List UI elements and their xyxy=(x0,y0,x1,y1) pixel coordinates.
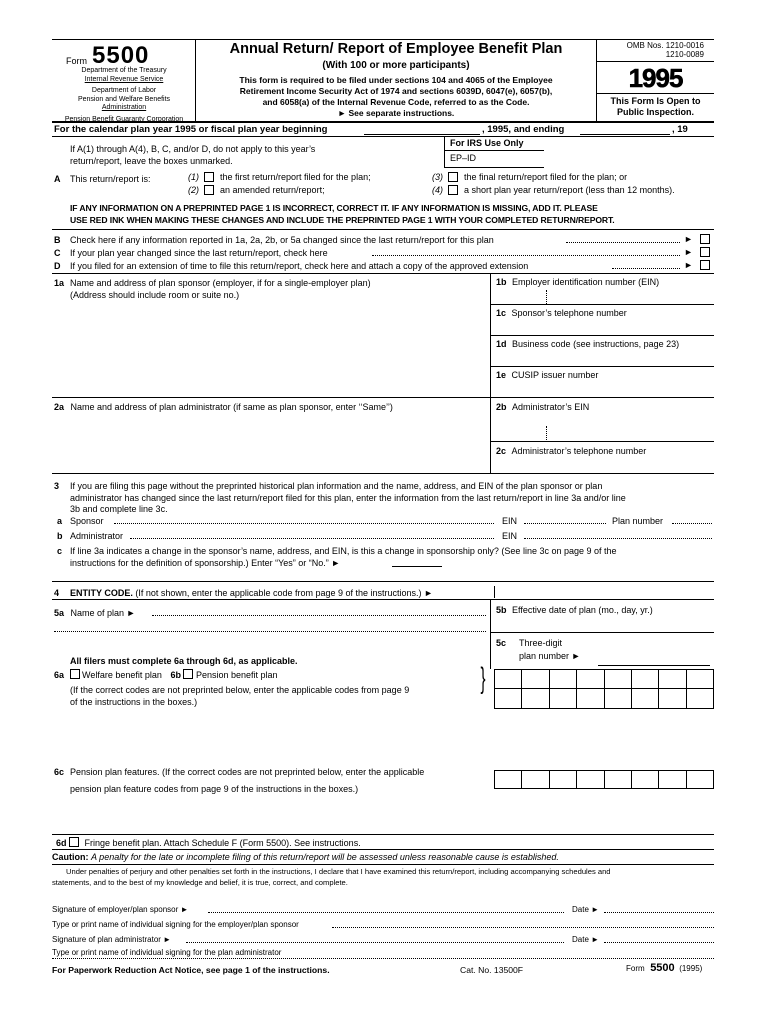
paperwork-notice: For Paperwork Reduction Act Notice, see page 1 of the instructions. xyxy=(52,965,330,975)
welfare-code-grid[interactable] xyxy=(494,669,714,689)
plan-name-field[interactable] xyxy=(152,608,486,616)
line-1a-text: Name and address of plan sponsor (employer, if for a single-employer plan) xyxy=(70,278,371,288)
agency-treasury: Department of the Treasury xyxy=(81,67,167,74)
cusip-field[interactable] xyxy=(494,382,712,396)
line-6d-num: 6d xyxy=(56,838,67,848)
agency-labor: Department of Labor xyxy=(91,87,157,94)
sponsor-date-label: Date ► xyxy=(572,905,600,914)
line-6c-text-1: Pension plan features. (If the correct codes are not preprinted below, enter the applicable xyxy=(70,767,425,777)
line-1e xyxy=(496,370,598,381)
check-c-letter: C xyxy=(54,248,61,258)
line-3b-ein-label: EIN xyxy=(502,531,518,541)
sponsor-phone-field[interactable] xyxy=(494,320,712,334)
agency-irs: Internal Revenue Service xyxy=(84,75,164,83)
line-3a-letter: a xyxy=(57,516,63,526)
sponsor-date-field[interactable] xyxy=(604,905,714,913)
line-5b-num: 5b xyxy=(496,605,507,615)
line-6a-6b xyxy=(54,669,278,681)
welfare-plan-checkbox[interactable] xyxy=(70,669,80,679)
requirement-line-1: This form is required to be filed under sections 104 and 4065 of the Employee xyxy=(239,75,553,86)
plan-number-label: Plan number xyxy=(612,516,664,526)
code-note-1: (If the correct codes are not preprinted below, enter the applicable codes from page 9 xyxy=(70,685,410,695)
amended-return-label: an amended return/report; xyxy=(220,185,325,195)
line-6c-text-2: pension plan feature codes from page 9 of the instructions in the boxes.) xyxy=(70,784,359,794)
line-1d xyxy=(496,339,679,350)
fringe-benefit-label: Fringe benefit plan. Attach Schedule F (Form 5500). See instructions. xyxy=(84,838,361,848)
line-3-text-2: administrator has changed since the last return/report filed for this plan, enter the information from the last return/report in line 3a and/or line xyxy=(70,492,626,503)
line-3a-label: Sponsor xyxy=(70,516,104,526)
sponsor-name-field[interactable] xyxy=(332,920,714,928)
first-return-label: the first return/report filed for the plan; xyxy=(220,172,371,182)
arrow-b: ► xyxy=(684,234,693,244)
short-year-label: a short plan year return/report (less than 12 months). xyxy=(464,185,675,195)
line-1b xyxy=(496,277,659,288)
caution-text: A penalty for the late or incomplete filing of this return/report will be assessed unless reasonable cause is established. xyxy=(91,852,559,862)
section-a-label: This return/report is: xyxy=(70,174,151,184)
sponsor-ein-field[interactable] xyxy=(494,289,712,305)
pension-code-grid[interactable] xyxy=(494,689,714,709)
line-6c-num: 6c xyxy=(54,767,65,777)
admin-signature-label: Signature of plan administrator ► xyxy=(52,935,172,944)
intro-line-1: If A(1) through A(4), B, C, and/or D, do not apply to this year’s xyxy=(70,144,316,154)
info-changed-checkbox[interactable] xyxy=(700,234,710,244)
line-5c xyxy=(496,637,580,663)
line-1e-num: 1e xyxy=(496,370,507,380)
line-1b-num: 1b xyxy=(496,277,507,287)
instructions-note: ► See separate instructions. xyxy=(337,108,455,119)
line-5c-num: 5c xyxy=(496,638,507,648)
notice-line-2: USE RED INK WHEN MAKING THESE CHANGES AND INCLUDE THE PREPRINTED PAGE 1 WITH YOUR COMPLETED RETURN/REPORT. xyxy=(70,215,615,225)
entity-code-field[interactable] xyxy=(494,586,554,598)
arrow-d: ► xyxy=(684,260,693,270)
plan-year-changed-checkbox[interactable] xyxy=(700,247,710,257)
form-subtitle: (With 100 or more participants) xyxy=(322,60,470,72)
pension-features-grid[interactable] xyxy=(494,770,714,789)
line-5c-text-1: Three-digit xyxy=(519,638,563,648)
opt2-num: (2) xyxy=(188,185,199,195)
footer-form-number: 5500 xyxy=(650,962,675,974)
line-1d-text: Business code (see instructions, page 23) xyxy=(512,339,680,349)
line-1c-text: Sponsor’s telephone number xyxy=(511,308,627,318)
line-3-text xyxy=(70,481,714,516)
footer-form-id xyxy=(626,962,702,975)
intro-note xyxy=(70,143,315,167)
admin-name-field[interactable] xyxy=(52,958,714,959)
omb-number-2: 1210-0089 xyxy=(665,50,704,59)
notice-line-1: IF ANY INFORMATION ON A PREPRINTED PAGE 1 IS INCORRECT, CORRECT IT. IF ANY INFORMATION IS MISSING, ADD IT. PLEASE xyxy=(70,203,598,213)
administrator-phone-field[interactable] xyxy=(494,458,712,472)
pension-plan-checkbox[interactable] xyxy=(183,669,193,679)
form-number: 5500 xyxy=(92,42,150,69)
sponsor-signature-field[interactable] xyxy=(208,905,564,913)
calendar-year-label: For the calendar plan year 1995 or fiscal plan year beginning xyxy=(54,124,328,135)
sponsor-name-label: Type or print name of individual signing for the employer/plan sponsor xyxy=(52,920,299,929)
check-b-text: Check here if any information reported in 1a, 2a, 2b, or 5a changed since the last return/report for this plan xyxy=(70,235,494,245)
tax-year-text: 1995 xyxy=(628,63,683,93)
final-return-checkbox[interactable] xyxy=(448,172,458,182)
preprinted-notice xyxy=(70,202,615,226)
line-2a xyxy=(54,402,393,413)
fringe-benefit-checkbox[interactable] xyxy=(69,837,79,847)
caution-label: Caution: xyxy=(52,852,89,862)
final-return-label: the final return/report filed for the plan; or xyxy=(464,172,628,182)
admin-date-label: Date ► xyxy=(572,935,600,944)
arrow-c: ► xyxy=(684,247,693,257)
admin-date-field[interactable] xyxy=(604,935,714,943)
opt1-num: (1) xyxy=(188,172,199,182)
line-2c xyxy=(496,446,646,457)
calendar-ending-label: , 1995, and ending xyxy=(482,124,565,135)
line-1c xyxy=(496,308,627,319)
tax-year xyxy=(597,63,714,94)
line-4-num: 4 xyxy=(54,588,60,598)
line-3c-text-1: If line 3a indicates a change in the sponsor’s name, address, and EIN, is this a change in sponsorship only? (See line 3c on page 9 of the xyxy=(70,546,617,556)
omb-number: OMB Nos. 1210-0016 xyxy=(626,41,704,50)
perjury-line-2: statements, and to the best of my knowledge and belief, it is true, correct, and complete. xyxy=(52,877,348,887)
admin-signature-field[interactable] xyxy=(186,935,564,943)
check-b-letter: B xyxy=(54,235,61,245)
catalog-number: Cat. No. 13500F xyxy=(460,965,524,975)
caution-line xyxy=(52,852,559,863)
all-filers-note: All filers must complete 6a through 6d, as applicable. xyxy=(70,656,298,666)
agency-pbgc: Pension Benefit Guaranty Corporation xyxy=(64,115,184,123)
public-inspection-1: This Form Is Open to xyxy=(610,96,701,106)
entity-code-note: (If not shown, enter the applicable code from page 9 of the instructions.) ► xyxy=(135,588,433,598)
calendar-year-suffix: , 19 xyxy=(672,124,688,135)
requirement-line-2: Retirement Income Security Act of 1974 and sections 6039D, 6047(e), 6057(b), xyxy=(239,86,553,97)
line-3-text-3: 3b and complete line 3c. xyxy=(70,504,168,514)
line-2c-num: 2c xyxy=(496,446,507,456)
line-3b-ein-field[interactable] xyxy=(524,531,712,539)
plan-number-field[interactable] xyxy=(598,650,710,666)
business-code-field[interactable] xyxy=(494,351,712,365)
line-3a-plan-number-field[interactable] xyxy=(672,516,712,524)
line-6b-num: 6b xyxy=(170,670,181,680)
line-5b-text: Effective date of plan (mo., day, yr.) xyxy=(512,605,653,615)
line-4-text xyxy=(70,588,433,599)
effective-date-field[interactable] xyxy=(494,617,712,631)
footer-form-word: Form xyxy=(626,964,645,973)
line-1a-note: (Address should include room or suite no.) xyxy=(70,290,240,300)
line-3-num: 3 xyxy=(54,481,60,491)
check-c-text: If your plan year changed since the last return/report, check here xyxy=(70,248,328,258)
form-word: Form xyxy=(66,56,87,66)
agency-admin: Administration xyxy=(101,104,147,111)
public-inspection-2: Public Inspection. xyxy=(616,107,694,117)
footer-year: (1995) xyxy=(679,964,703,973)
plan-year-begin-field[interactable] xyxy=(364,134,480,135)
first-return-checkbox[interactable] xyxy=(204,172,214,182)
line-2a-num: 2a xyxy=(54,402,65,412)
plan-year-end-field[interactable] xyxy=(580,134,670,135)
line-3c-text-2: instructions for the definition of sponsorship.) Enter “Yes” or “No.” ► xyxy=(70,557,341,568)
short-year-checkbox[interactable] xyxy=(448,185,458,195)
line-3c-letter: c xyxy=(57,546,63,556)
line-5a-num: 5a xyxy=(54,608,65,618)
extension-checkbox[interactable] xyxy=(700,260,710,270)
form-title: Annual Return/ Report of Employee Benefit Plan xyxy=(229,41,563,57)
line-1b-text: Employer identification number (EIN) xyxy=(512,277,660,287)
ep-id-label: EP–ID xyxy=(450,153,477,163)
line-1c-num: 1c xyxy=(496,308,507,318)
line-1a xyxy=(54,277,371,301)
pension-plan-label: Pension benefit plan xyxy=(196,670,278,680)
opt4-num: (4) xyxy=(432,185,443,195)
brace-icon: } xyxy=(480,662,486,695)
requirement-line-3: and 6058(a) of the Internal Revenue Code, referred to as the Code. xyxy=(262,97,530,108)
perjury-statement xyxy=(52,867,714,888)
sponsor-name-address-field[interactable] xyxy=(56,302,486,394)
line-2b-num: 2b xyxy=(496,402,507,412)
irs-use-label: For IRS Use Only xyxy=(450,138,524,148)
line-3b-letter: b xyxy=(57,531,63,541)
admin-name-label: Type or print name of individual signing for the plan administrator xyxy=(52,948,282,957)
check-d-letter: D xyxy=(54,261,61,271)
amended-return-checkbox[interactable] xyxy=(204,185,214,195)
plan-name-field-2[interactable] xyxy=(54,624,486,632)
line-3b-admin-field[interactable] xyxy=(130,531,494,539)
omb-block xyxy=(597,41,714,59)
line-2b-text: Administrator’s EIN xyxy=(512,402,590,412)
line-2b xyxy=(496,402,589,413)
entity-code-label: ENTITY CODE. xyxy=(70,588,133,598)
welfare-plan-label: Welfare benefit plan xyxy=(82,670,162,680)
intro-line-2: return/report, leave the boxes unmarked. xyxy=(70,156,233,166)
title-block xyxy=(196,41,596,119)
line-6a-num: 6a xyxy=(54,670,65,680)
section-a-letter: A xyxy=(54,174,61,184)
perjury-line-1: Under penalties of perjury and other penalties set forth in the instructions, I declare that I have examined this return/report, including accompanying schedules and xyxy=(66,867,611,876)
administrator-name-address-field[interactable] xyxy=(56,414,486,470)
code-note-2: of the instructions in the boxes.) xyxy=(70,697,198,707)
agency-block xyxy=(54,67,194,124)
line-6d xyxy=(56,837,361,849)
sponsorship-change-field[interactable] xyxy=(392,566,442,567)
line-5a-label: Name of plan ► xyxy=(70,608,136,618)
line-1d-num: 1d xyxy=(496,339,507,349)
check-d-text: If you filed for an extension of time to file this return/report, check here and attach a copy of the approved extension xyxy=(70,261,529,271)
opt3-num: (3) xyxy=(432,172,443,182)
sponsor-signature-label: Signature of employer/plan sponsor ► xyxy=(52,905,189,914)
line-3a-ein-label: EIN xyxy=(502,516,518,526)
line-6c xyxy=(54,764,424,798)
line-1a-num: 1a xyxy=(54,278,65,288)
agency-pwba: Pension and Welfare Benefits xyxy=(77,95,171,103)
public-inspection xyxy=(597,96,714,118)
line-3a-sponsor-field[interactable] xyxy=(114,516,494,524)
line-2c-text: Administrator’s telephone number xyxy=(511,446,647,456)
administrator-ein-field[interactable] xyxy=(494,414,712,440)
line-5a xyxy=(54,608,135,619)
line-3b-label: Administrator xyxy=(70,531,124,541)
line-3-text-1: If you are filing this page without the preprinted historical plan information and the name, address, and EIN of the plan sponsor or plan xyxy=(70,481,603,491)
line-2a-text: Name and address of plan administrator (if same as plan sponsor, enter ‘‘Same’’) xyxy=(70,402,393,412)
line-6-code-note xyxy=(70,684,409,708)
line-1e-text: CUSIP issuer number xyxy=(511,370,599,380)
line-5c-text-2: plan number ► xyxy=(519,651,581,661)
line-3a-ein-field[interactable] xyxy=(524,516,606,524)
line-5b xyxy=(496,605,653,616)
